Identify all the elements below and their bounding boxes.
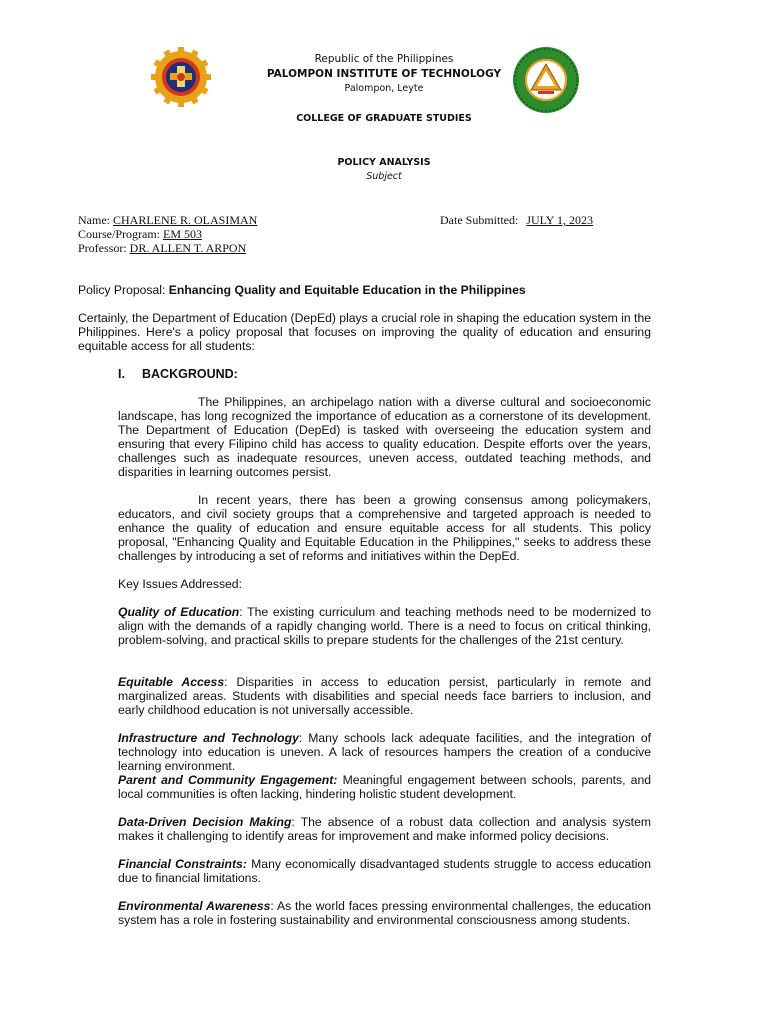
issue-separator: : <box>239 605 248 619</box>
issue-text: Meaningful engagement between schools, parents, and local communities is often lacking, hindering holistic student development. <box>118 773 652 801</box>
key-issues-label: Key Issues Addressed: <box>118 577 242 591</box>
institute-location: Palompon, Leyte <box>344 83 424 94</box>
issue-separator: : <box>298 731 309 745</box>
name-value: CHARLENE R. OLASIMAN <box>113 213 258 227</box>
issue-separator: : <box>224 675 237 689</box>
proposal-label: Policy Proposal: <box>78 283 169 297</box>
subject-label: Subject <box>366 171 402 182</box>
issue-title: Quality of Education <box>118 605 240 619</box>
section-title: BACKGROUND: <box>142 367 238 381</box>
issue-item <box>118 815 651 843</box>
issue-item <box>118 675 651 717</box>
date-line <box>440 213 593 227</box>
name-label: Name: <box>78 213 110 227</box>
issue-text: The existing curriculum and teaching methods need to be modernized to align with the demands of a rapidly changing world. There is a need to focus on critical thinking, problem-solving, and practical skills to prepare students for the challenges of the 21st century. <box>118 605 651 647</box>
background-paragraph-1: The Philippines, an archipelago nation with a diverse cultural and socioeconomic landscape, has long recognized the importance of education as a cornerstone of its development. The Department of Education (DepEd) is tasked with overseeing the education system and ensuring that every Filipino child has access to quality education. Despite efforts over the years, challenges such as inadequate resources, uneven access, outdated teaching methods, and disparities in learning outcomes persist. <box>118 395 651 479</box>
issue-title: Data-Driven Decision Making <box>118 815 292 829</box>
issue-title: Infrastructure and Technology <box>118 731 299 745</box>
professor-label: Professor: <box>78 241 127 255</box>
issue-text: Many economically disadvantaged students struggle to access education due to financial limitations. <box>118 857 651 885</box>
background-heading <box>118 367 238 381</box>
issue-text: The absence of a robust data collection and analysis system makes it challenging to identify areas for improvement and make informed policy decisions. <box>118 815 651 843</box>
republic-line: Republic of the Philippines <box>314 53 454 65</box>
proposal-heading <box>78 283 526 297</box>
section-number: I. <box>118 367 125 381</box>
issue-item <box>118 773 651 801</box>
course-line <box>78 227 202 241</box>
proposal-title: Enhancing Quality and Equitable Education in the Philippines <box>168 283 526 297</box>
issue-separator: : <box>291 815 301 829</box>
date-label: Date Submitted: <box>440 213 519 227</box>
issue-text: Disparities in access to education persist, particularly in remote and marginalized areas. Students with disabilities and special needs face barriers to inclusion, and early childhood education is not universally accessible. <box>118 675 651 717</box>
issue-text: Many schools lack adequate facilities, and the integration of technology into education is uneven. A lack of resources hampers the creation of a conducive learning environment. <box>118 731 651 773</box>
institute-name: PALOMPON INSTITUTE OF TECHNOLOGY <box>266 68 502 80</box>
issue-title: Parent and Community Engagement: <box>118 773 338 787</box>
intro-paragraph: Certainly, the Department of Education (DepEd) plays a crucial role in shaping the education system in the Philippines. Here's a policy proposal that focuses on improving the quality of education and ensuring equitable access for all students: <box>78 311 651 353</box>
issue-title: Equitable Access <box>118 675 225 689</box>
issue-item <box>118 605 651 647</box>
issue-separator: : <box>270 899 277 913</box>
course-label: Course/Program: <box>78 227 160 241</box>
issue-item <box>118 731 651 773</box>
date-value: JULY 1, 2023 <box>526 213 594 227</box>
subject-title: POLICY ANALYSIS <box>337 157 431 168</box>
issue-item <box>118 899 651 927</box>
issue-item <box>118 857 651 885</box>
college-name: COLLEGE OF GRADUATE STUDIES <box>296 113 472 124</box>
issue-text: As the world faces pressing environmental challenges, the education system has a role in fostering sustainability and environmental consciousness among students. <box>118 899 651 927</box>
background-paragraph-2: In recent years, there has been a growing consensus among policymakers, educators, and civil society groups that a comprehensive and targeted approach is needed to enhance the quality of education and ensure equitable access for all students. This policy proposal, "Enhancing Quality and Equitable Education in the Philippines," seeks to address these challenges by introducing a set of reforms and initiatives within the DepEd. <box>118 493 651 563</box>
professor-value: DR. ALLEN T. ARPON <box>129 241 247 255</box>
issue-title: Financial Constraints: <box>118 857 247 871</box>
name-line <box>78 213 257 227</box>
issue-title: Environmental Awareness <box>118 899 271 913</box>
course-value: EM 503 <box>163 227 202 241</box>
professor-line <box>78 241 246 255</box>
